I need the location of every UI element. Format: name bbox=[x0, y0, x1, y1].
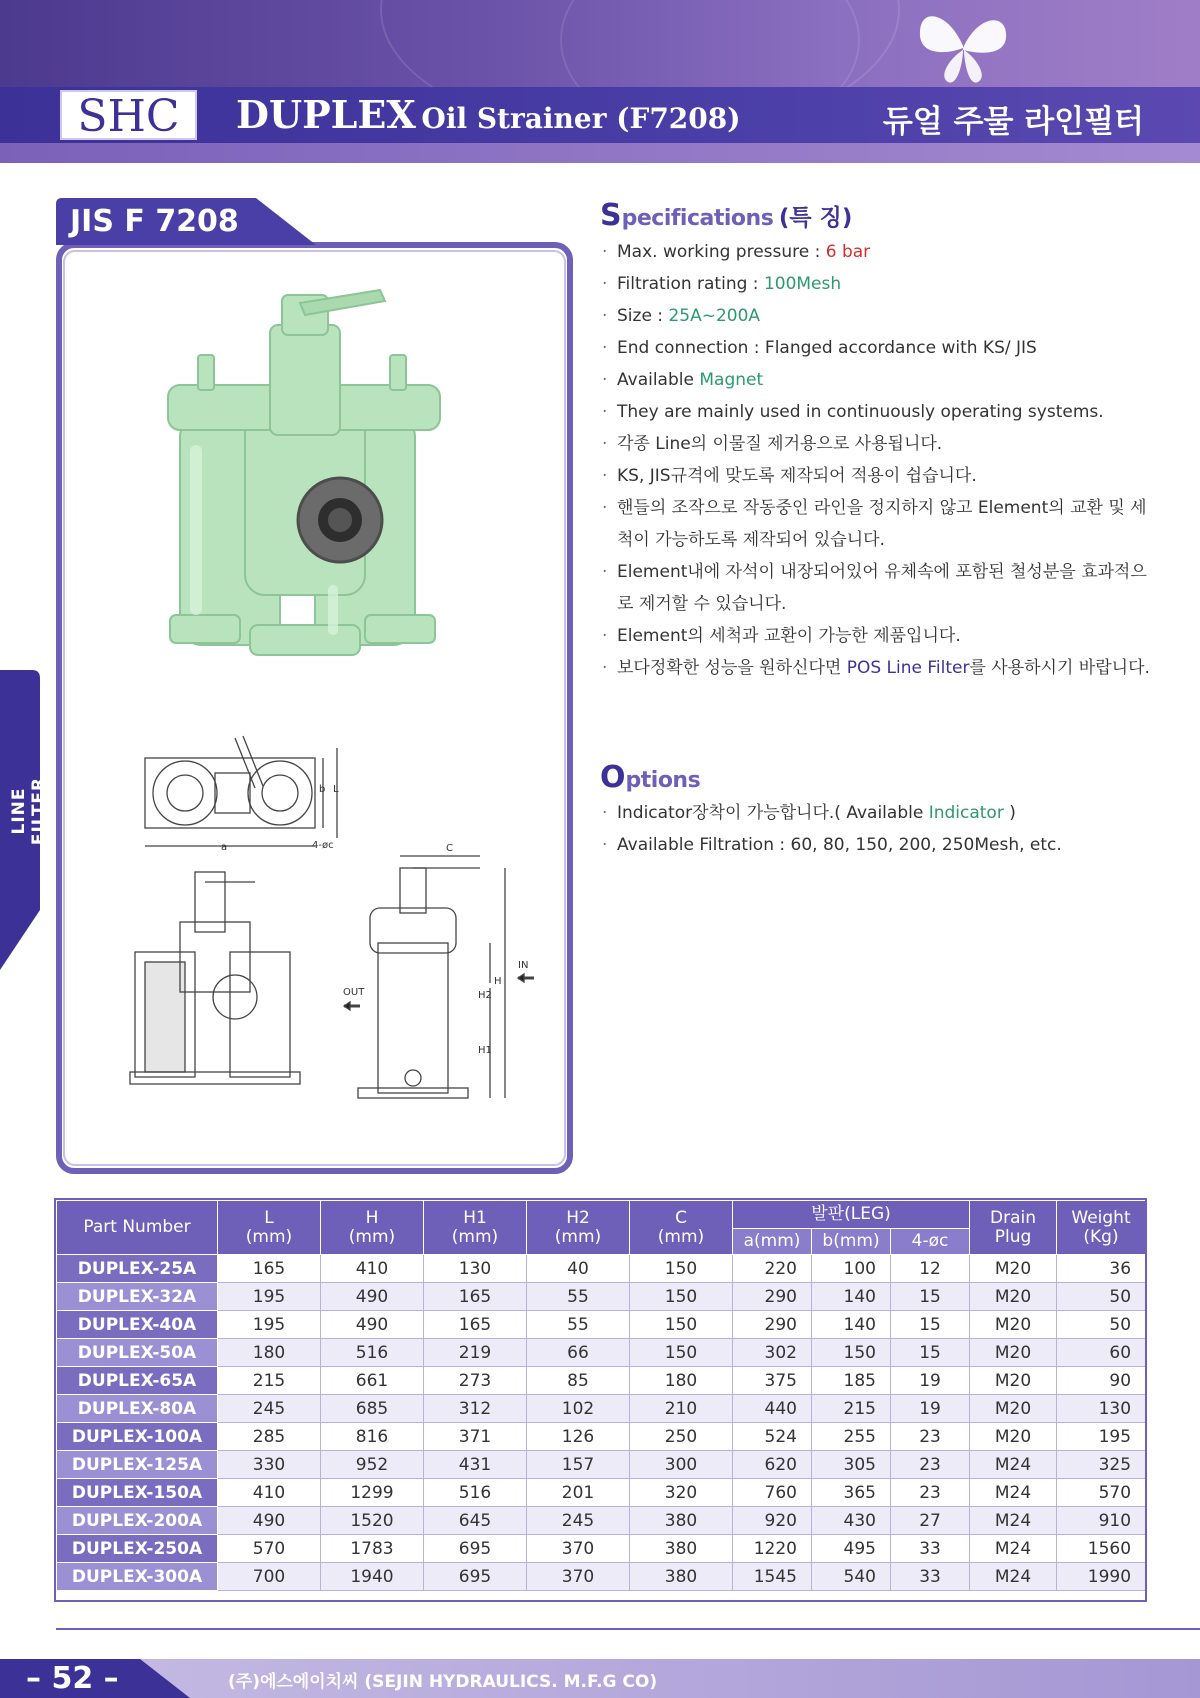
table-cell: 300 bbox=[630, 1451, 733, 1479]
page-number: – 52 – bbox=[26, 1661, 119, 1696]
col-header-C: C (mm) bbox=[630, 1201, 733, 1255]
table-cell: 410 bbox=[218, 1479, 321, 1507]
table-cell: 325 bbox=[1057, 1451, 1146, 1479]
title-sub: Oil Strainer (F7208) bbox=[421, 102, 741, 135]
table-cell: 370 bbox=[527, 1563, 630, 1591]
table-cell: 1940 bbox=[321, 1563, 424, 1591]
table-cell: 371 bbox=[424, 1423, 527, 1451]
part-number-cell: DUPLEX-300A bbox=[57, 1563, 218, 1591]
table-cell: 85 bbox=[527, 1367, 630, 1395]
butterfly-icon bbox=[908, 6, 1018, 86]
part-number-cell: DUPLEX-200A bbox=[57, 1507, 218, 1535]
table-cell: 220 bbox=[733, 1255, 812, 1283]
table-cell: M20 bbox=[970, 1367, 1057, 1395]
table-cell: M24 bbox=[970, 1535, 1057, 1563]
table-cell: 290 bbox=[733, 1311, 812, 1339]
col-header-c: 4-øc bbox=[891, 1229, 970, 1255]
table-cell: M20 bbox=[970, 1255, 1057, 1283]
table-cell: 273 bbox=[424, 1367, 527, 1395]
table-cell: 516 bbox=[424, 1479, 527, 1507]
specifications-title: Specifications (특 징) bbox=[600, 198, 853, 233]
page-title bbox=[236, 92, 741, 137]
table-cell: 540 bbox=[812, 1563, 891, 1591]
table-cell: 23 bbox=[891, 1479, 970, 1507]
table-cell: 210 bbox=[630, 1395, 733, 1423]
table-cell: 201 bbox=[527, 1479, 630, 1507]
part-number-cell: DUPLEX-40A bbox=[57, 1311, 218, 1339]
table-cell: 1299 bbox=[321, 1479, 424, 1507]
table-cell: 910 bbox=[1057, 1507, 1146, 1535]
col-header-L: L (mm) bbox=[218, 1201, 321, 1255]
table-cell: 490 bbox=[218, 1507, 321, 1535]
table-cell: M24 bbox=[970, 1451, 1057, 1479]
table-cell: 50 bbox=[1057, 1283, 1146, 1311]
table-cell: 700 bbox=[218, 1563, 321, 1591]
part-number-cell: DUPLEX-65A bbox=[57, 1367, 218, 1395]
table-cell: 12 bbox=[891, 1255, 970, 1283]
table-cell: 157 bbox=[527, 1451, 630, 1479]
table-cell: 195 bbox=[1057, 1423, 1146, 1451]
table-cell: 126 bbox=[527, 1423, 630, 1451]
table-cell: M24 bbox=[970, 1507, 1057, 1535]
table-cell: 19 bbox=[891, 1367, 970, 1395]
table-cell: M20 bbox=[970, 1311, 1057, 1339]
spec-item: · Size : 25A~200A bbox=[600, 300, 1160, 332]
col-header-H2: H2 (mm) bbox=[527, 1201, 630, 1255]
spec-item: · 각종 Line의 이물질 제거용으로 사용됩니다. bbox=[600, 428, 1160, 460]
table-cell: 90 bbox=[1057, 1367, 1146, 1395]
title-korean: 듀얼 주물 라인필터 bbox=[882, 104, 1144, 140]
table-cell: 130 bbox=[424, 1255, 527, 1283]
col-header-H1: H1 (mm) bbox=[424, 1201, 527, 1255]
table-cell: 27 bbox=[891, 1507, 970, 1535]
part-number-cell: DUPLEX-100A bbox=[57, 1423, 218, 1451]
drawing-side-view bbox=[340, 848, 540, 1103]
table-cell: 180 bbox=[630, 1367, 733, 1395]
table-cell: 100 bbox=[812, 1255, 891, 1283]
table-cell: 370 bbox=[527, 1535, 630, 1563]
spec-item: · 핸들의 조작으로 작동중인 라인을 정지하지 않고 Element의 교환 및 세척이 가능하도록 제작되어 있습니다. bbox=[600, 492, 1160, 556]
table-row bbox=[57, 1339, 1146, 1367]
table-cell: 570 bbox=[218, 1535, 321, 1563]
part-number-cell: DUPLEX-80A bbox=[57, 1395, 218, 1423]
table-row bbox=[57, 1479, 1146, 1507]
table-cell: 215 bbox=[218, 1367, 321, 1395]
part-number-cell: DUPLEX-25A bbox=[57, 1255, 218, 1283]
table-cell: 55 bbox=[527, 1283, 630, 1311]
table-cell: 15 bbox=[891, 1339, 970, 1367]
table-cell: 185 bbox=[812, 1367, 891, 1395]
company-name: (주)에스에이치씨 (SEJIN HYDRAULICS. M.F.G CO) bbox=[228, 1672, 658, 1692]
spec-item: · Max. working pressure : 6 bar bbox=[600, 236, 1160, 268]
dim-label-hole: 4-øc bbox=[312, 840, 334, 851]
table-cell: 365 bbox=[812, 1479, 891, 1507]
table-cell: 516 bbox=[321, 1339, 424, 1367]
table-row bbox=[57, 1367, 1146, 1395]
drawing-front-section bbox=[125, 862, 325, 1092]
table-cell: M20 bbox=[970, 1395, 1057, 1423]
table-cell: 33 bbox=[891, 1535, 970, 1563]
spec-item: · Available Magnet bbox=[600, 364, 1160, 396]
table-cell: M24 bbox=[970, 1563, 1057, 1591]
spec-item: · End connection : Flanged accordance with KS/ JIS bbox=[600, 332, 1160, 364]
table-row bbox=[57, 1535, 1146, 1563]
table-cell: 302 bbox=[733, 1339, 812, 1367]
table-cell: 215 bbox=[812, 1395, 891, 1423]
table-cell: 1220 bbox=[733, 1535, 812, 1563]
table-cell: M20 bbox=[970, 1283, 1057, 1311]
table-cell: 645 bbox=[424, 1507, 527, 1535]
table-cell: 195 bbox=[218, 1283, 321, 1311]
col-header-leg: 발판(LEG) bbox=[733, 1201, 970, 1229]
table-cell: 245 bbox=[218, 1395, 321, 1423]
table-row bbox=[57, 1563, 1146, 1591]
dim-label-H: H bbox=[494, 976, 502, 987]
table-cell: 1783 bbox=[321, 1535, 424, 1563]
table-cell: 490 bbox=[321, 1311, 424, 1339]
spec-item: · Element의 세척과 교환이 가능한 제품입니다. bbox=[600, 620, 1160, 652]
product-photo bbox=[150, 285, 460, 705]
part-number-cell: DUPLEX-50A bbox=[57, 1339, 218, 1367]
table-cell: 410 bbox=[321, 1255, 424, 1283]
table-cell: 320 bbox=[630, 1479, 733, 1507]
table-cell: M24 bbox=[970, 1479, 1057, 1507]
table-cell: 130 bbox=[1057, 1395, 1146, 1423]
dim-label-a: a bbox=[221, 842, 228, 853]
dim-label-H2: H2 bbox=[478, 990, 492, 1001]
table-cell: 165 bbox=[424, 1283, 527, 1311]
options-title: Options bbox=[600, 760, 701, 795]
part-number-cell: DUPLEX-125A bbox=[57, 1451, 218, 1479]
side-tab-label: LINE FILTER bbox=[9, 776, 49, 846]
table-cell: 23 bbox=[891, 1451, 970, 1479]
table-cell: 60 bbox=[1057, 1339, 1146, 1367]
col-header-drain-plug: Drain Plug bbox=[970, 1201, 1057, 1255]
table-cell: 290 bbox=[733, 1283, 812, 1311]
dim-label-H1: H1 bbox=[478, 1045, 492, 1056]
table-cell: 312 bbox=[424, 1395, 527, 1423]
footer-divider bbox=[56, 1628, 1200, 1630]
table-row bbox=[57, 1423, 1146, 1451]
table-cell: 1545 bbox=[733, 1563, 812, 1591]
spec-item: · 보다정확한 성능을 원하신다면 POS Line Filter를 사용하시기 바랍니다. bbox=[600, 652, 1160, 684]
port-label-out: OUT bbox=[343, 987, 365, 998]
table-cell: 219 bbox=[424, 1339, 527, 1367]
spec-table bbox=[56, 1200, 1146, 1591]
title-main: DUPLEX bbox=[236, 92, 416, 137]
table-cell: 102 bbox=[527, 1395, 630, 1423]
col-header-H: H (mm) bbox=[321, 1201, 424, 1255]
table-cell: 685 bbox=[321, 1395, 424, 1423]
table-cell: M20 bbox=[970, 1423, 1057, 1451]
table-cell: 285 bbox=[218, 1423, 321, 1451]
col-header-part-number: Part Number bbox=[57, 1201, 218, 1255]
table-cell: 1560 bbox=[1057, 1535, 1146, 1563]
table-row bbox=[57, 1395, 1146, 1423]
table-cell: 15 bbox=[891, 1311, 970, 1339]
header-bottom-strip bbox=[0, 143, 1200, 163]
table-cell: 245 bbox=[527, 1507, 630, 1535]
table-cell: 380 bbox=[630, 1507, 733, 1535]
table-cell: 620 bbox=[733, 1451, 812, 1479]
table-cell: 380 bbox=[630, 1535, 733, 1563]
brand-logo: SHC bbox=[60, 90, 197, 140]
standard-label: JIS F 7208 bbox=[70, 204, 239, 239]
table-cell: 15 bbox=[891, 1283, 970, 1311]
table-cell: 150 bbox=[630, 1255, 733, 1283]
table-cell: 524 bbox=[733, 1423, 812, 1451]
table-cell: 150 bbox=[630, 1339, 733, 1367]
dim-label-b: b bbox=[319, 784, 326, 795]
table-row bbox=[57, 1311, 1146, 1339]
table-cell: 150 bbox=[630, 1311, 733, 1339]
table-cell: 661 bbox=[321, 1367, 424, 1395]
table-cell: 40 bbox=[527, 1255, 630, 1283]
table-cell: 50 bbox=[1057, 1311, 1146, 1339]
table-row bbox=[57, 1507, 1146, 1535]
table-cell: 920 bbox=[733, 1507, 812, 1535]
table-row bbox=[57, 1451, 1146, 1479]
dim-label-C: C bbox=[446, 843, 453, 854]
table-cell: 952 bbox=[321, 1451, 424, 1479]
table-cell: 195 bbox=[218, 1311, 321, 1339]
part-number-cell: DUPLEX-150A bbox=[57, 1479, 218, 1507]
table-row bbox=[57, 1255, 1146, 1283]
options-list bbox=[600, 797, 1160, 861]
table-cell: 150 bbox=[812, 1339, 891, 1367]
table-cell: 55 bbox=[527, 1311, 630, 1339]
table-cell: 305 bbox=[812, 1451, 891, 1479]
table-cell: 695 bbox=[424, 1563, 527, 1591]
table-cell: 495 bbox=[812, 1535, 891, 1563]
table-cell: 66 bbox=[527, 1339, 630, 1367]
part-number-cell: DUPLEX-250A bbox=[57, 1535, 218, 1563]
option-item: · Indicator장착이 가능합니다.( Available Indicator ) bbox=[600, 797, 1160, 829]
col-header-weight: Weight (Kg) bbox=[1057, 1201, 1146, 1255]
table-cell: 380 bbox=[630, 1563, 733, 1591]
dim-label-L: L bbox=[333, 784, 339, 795]
part-number-cell: DUPLEX-32A bbox=[57, 1283, 218, 1311]
table-row bbox=[57, 1283, 1146, 1311]
table-cell: 150 bbox=[630, 1283, 733, 1311]
port-label-in: IN bbox=[518, 960, 529, 971]
table-cell: 490 bbox=[321, 1283, 424, 1311]
table-cell: 1990 bbox=[1057, 1563, 1146, 1591]
table-cell: 165 bbox=[424, 1311, 527, 1339]
table-cell: 330 bbox=[218, 1451, 321, 1479]
table-cell: M20 bbox=[970, 1339, 1057, 1367]
table-cell: 1520 bbox=[321, 1507, 424, 1535]
table-cell: 140 bbox=[812, 1283, 891, 1311]
table-cell: 816 bbox=[321, 1423, 424, 1451]
table-cell: 250 bbox=[630, 1423, 733, 1451]
table-cell: 695 bbox=[424, 1535, 527, 1563]
table-cell: 140 bbox=[812, 1311, 891, 1339]
table-cell: 19 bbox=[891, 1395, 970, 1423]
table-cell: 36 bbox=[1057, 1255, 1146, 1283]
spec-item: · KS, JIS규격에 맞도록 제작되어 적용이 쉽습니다. bbox=[600, 460, 1160, 492]
table-cell: 760 bbox=[733, 1479, 812, 1507]
table-cell: 165 bbox=[218, 1255, 321, 1283]
table-cell: 375 bbox=[733, 1367, 812, 1395]
table-cell: 430 bbox=[812, 1507, 891, 1535]
table-cell: 33 bbox=[891, 1563, 970, 1591]
table-cell: 431 bbox=[424, 1451, 527, 1479]
spec-item: · They are mainly used in continuously operating systems. bbox=[600, 396, 1160, 428]
col-header-b: b(mm) bbox=[812, 1229, 891, 1255]
table-cell: 23 bbox=[891, 1423, 970, 1451]
spec-item: · Filtration rating : 100Mesh bbox=[600, 268, 1160, 300]
table-cell: 570 bbox=[1057, 1479, 1146, 1507]
table-cell: 440 bbox=[733, 1395, 812, 1423]
specifications-list bbox=[600, 236, 1160, 684]
col-header-a: a(mm) bbox=[733, 1229, 812, 1255]
option-item: · Available Filtration : 60, 80, 150, 200, 250Mesh, etc. bbox=[600, 829, 1160, 861]
table-cell: 180 bbox=[218, 1339, 321, 1367]
spec-item: · Element내에 자석이 내장되어있어 유체속에 포함된 철성분을 효과적으로 제거할 수 있습니다. bbox=[600, 556, 1160, 620]
table-cell: 255 bbox=[812, 1423, 891, 1451]
